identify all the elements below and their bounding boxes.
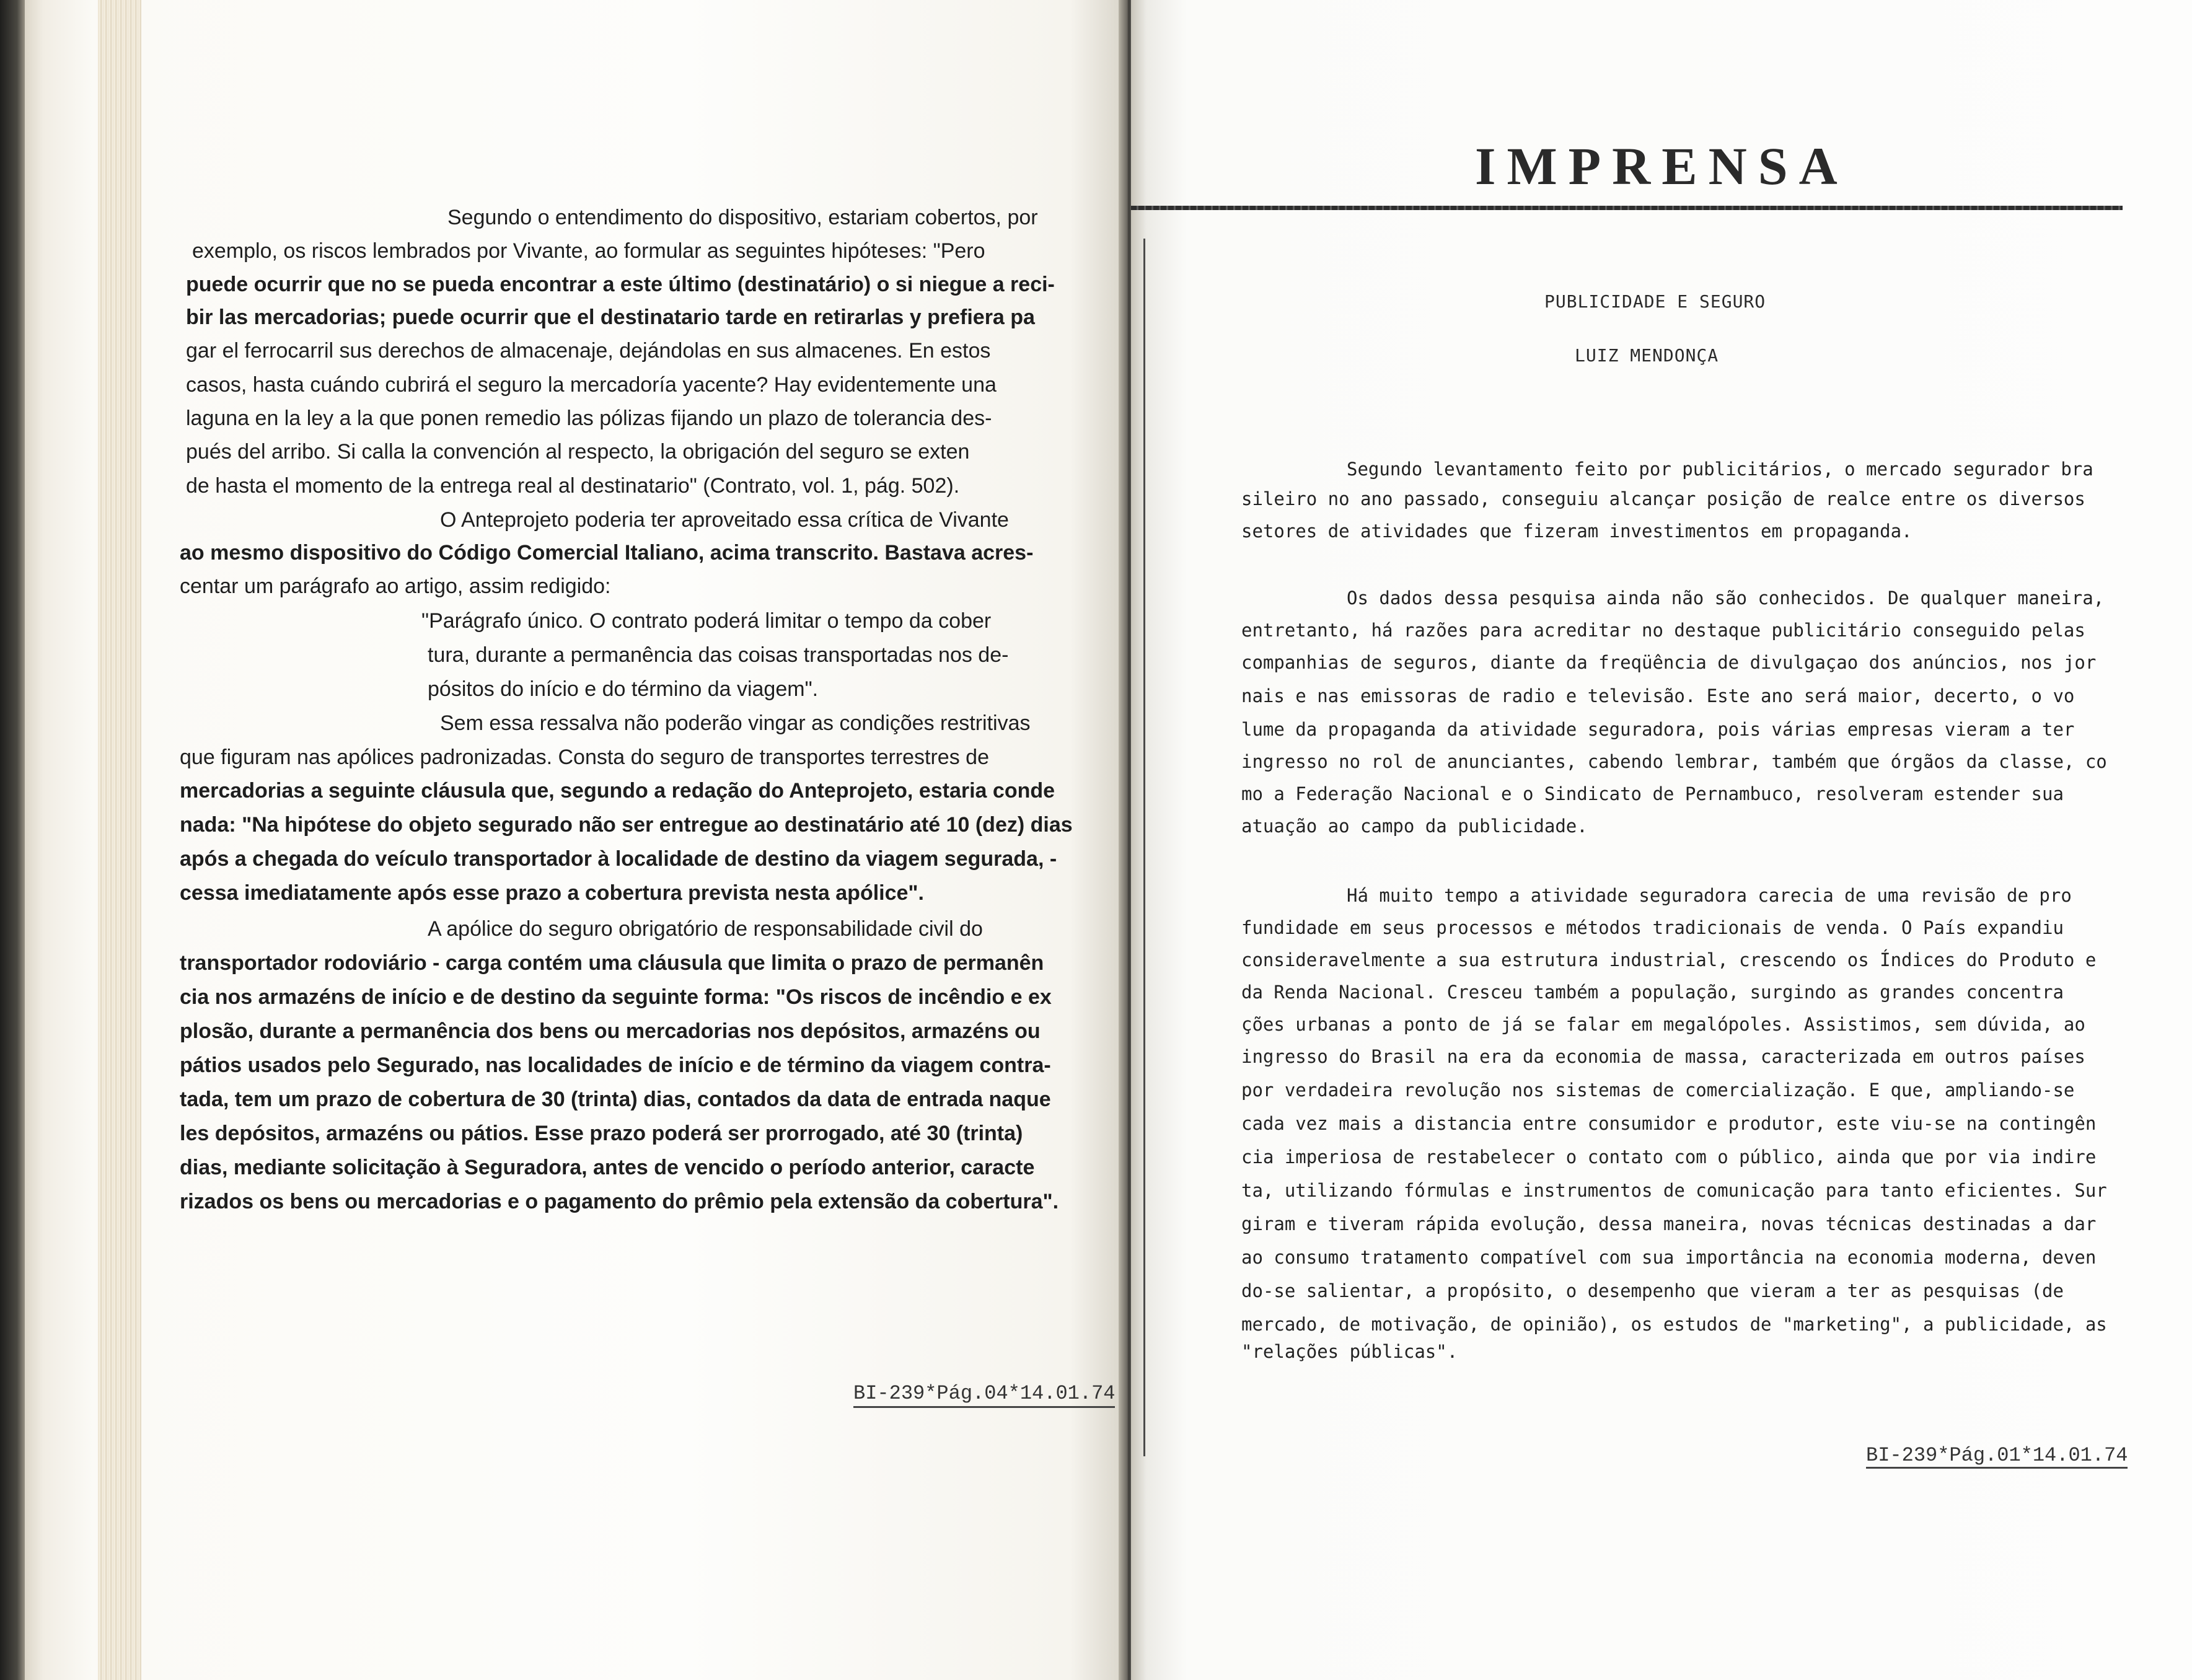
- page-stack-edge: [98, 0, 141, 1680]
- text-line: ções urbanas a ponto de já se falar em megalópoles. Assistimos, sem dúvida, ao: [1241, 1014, 2085, 1035]
- page-footer: BI-239*Pág.01*14.01.74: [1866, 1444, 2128, 1469]
- text-line: mercado, de motivação, de opinião), os estudos de "marketing", a publicidade, as: [1241, 1314, 2107, 1335]
- text-line: ao consumo tratamento compatível com sua importância na economia moderna, deven: [1241, 1247, 2097, 1268]
- text-line: do-se salientar, a propósito, o desempenho que vieram a ter as pesquisas (de: [1241, 1280, 2064, 1301]
- text-line: atuação ao campo da publicidade.: [1241, 816, 1588, 837]
- text-line: ao mesmo dispositivo do Código Comercial Italiano, acima transcrito. Bastava acres-: [180, 541, 1034, 565]
- text-line: pósitos do início e do término da viagem".: [428, 677, 819, 701]
- text-line: fundidade em seus processos e métodos tradicionais de venda. O País expandiu: [1241, 917, 2064, 938]
- text-line: ingresso do Brasil na era da economia de massa, caracterizada em outros países: [1241, 1046, 2085, 1067]
- text-line: plosão, durante a permanência dos bens ou mercadorias nos depósitos, armazéns ou: [180, 1019, 1041, 1043]
- text-line: tada, tem um prazo de cobertura de 30 (trinta) dias, contados da data de entrada naque: [180, 1088, 1051, 1111]
- text-line: de hasta el momento de la entrega real al destinatario" (Contrato, vol. 1, pág. 502).: [186, 474, 960, 498]
- right-page: [1131, 0, 2192, 1680]
- text-line: entretanto, há razões para acreditar no destaque publicitário conseguido pelas: [1241, 620, 2085, 641]
- text-line: ingresso no rol de anunciantes, cabendo lembrar, também que órgãos da classe, co: [1241, 751, 2107, 772]
- section-title: IMPRENSA: [1475, 136, 1849, 196]
- text-line: tura, durante a permanência das coisas transportadas nos de-: [428, 643, 1009, 667]
- text-line: ta, utilizando fórmulas e instrumentos de comunicação para tanto eficientes. Sur: [1241, 1180, 2107, 1201]
- article-author: LUIZ MENDONÇA: [1575, 345, 1719, 366]
- article-title: PUBLICIDADE E SEGURO: [1544, 291, 1766, 312]
- text-line: pués del arribo. Si calla la convención al respecto, la obrigación del seguro se exten: [186, 440, 970, 464]
- text-line: Sem essa ressalva não poderão vingar as condições restritivas: [440, 711, 1031, 735]
- text-line: nais e nas emissoras de radio e televisão. Este ano será maior, decerto, o vo: [1241, 685, 2075, 706]
- text-line: cessa imediatamente após esse prazo a cobertura prevista nesta apólice".: [180, 881, 924, 905]
- text-line: da Renda Nacional. Cresceu também a população, surgindo as grandes concentra: [1241, 982, 2064, 1003]
- text-line: "relações públicas".: [1241, 1341, 1458, 1362]
- text-line: cia imperiosa de restabelecer o contato com o público, ainda que por via indire: [1241, 1146, 2097, 1168]
- text-line: mercadorias a seguinte cláusula que, segundo a redação do Anteprojeto, estaria conde: [180, 779, 1055, 803]
- text-line: mo a Federação Nacional e o Sindicato de Pernambuco, resolveram estender sua: [1241, 783, 2064, 804]
- text-line: lume da propaganda da atividade seguradora, pois várias empresas vieram a ter: [1241, 719, 2075, 740]
- text-line: A apólice do seguro obrigatório de responsabilidade civil do: [428, 917, 983, 941]
- text-line: les depósitos, armazéns ou pátios. Esse prazo poderá ser prorrogado, até 30 (trinta): [180, 1122, 1023, 1145]
- text-line: "Parágrafo único. O contrato poderá limitar o tempo da cober: [421, 609, 992, 633]
- title-rule: [1131, 206, 2123, 210]
- text-line: bir las mercadorias; puede ocurrir que el destinatario tarde en retirarlas y prefiera pa: [186, 306, 1035, 329]
- text-line: companhias de seguros, diante da freqüência de divulgaçao dos anúncios, nos jor: [1241, 652, 2097, 673]
- text-line: após a chegada do veículo transportador à localidade de destino da viagem segurada, -: [180, 847, 1057, 871]
- text-line: setores de atividades que fizeram investimentos em propaganda.: [1241, 521, 1912, 542]
- text-line: consideravelmente a sua estrutura industrial, crescendo os Índices do Produto e: [1241, 949, 2097, 970]
- text-line: sileiro no ano passado, conseguiu alcançar posição de realce entre os diversos: [1241, 488, 2085, 509]
- left-page: [25, 0, 1125, 1680]
- text-line: pátios usados pelo Segurado, nas localidades de início e de término da viagem contra-: [180, 1053, 1051, 1077]
- text-line: cada vez mais a distancia entre consumidor e produtor, este viu-se na contingên: [1241, 1113, 2097, 1134]
- text-line: que figuram nas apólices padronizadas. Consta do seguro de transportes terrestres de: [180, 745, 989, 769]
- text-line: gar el ferrocarril sus derechos de almacenaje, dejándolas en sus almacenes. En estos: [186, 339, 991, 363]
- text-line: Há muito tempo a atividade seguradora carecia de uma revisão de pro: [1347, 885, 2072, 906]
- text-line: exemplo, os riscos lembrados por Vivante, ao formular as seguintes hipóteses: "Pero: [192, 239, 985, 263]
- text-line: laguna en la ley a la que ponen remedio las pólizas fijando un plazo de tolerancia des-: [186, 407, 992, 430]
- text-line: Segundo levantamento feito por publicitários, o mercado segurador bra: [1347, 459, 2093, 480]
- text-line: nada: "Na hipótese do objeto segurado não ser entregue ao destinatário até 10 (dez) dias: [180, 813, 1073, 837]
- text-line: casos, hasta cuándo cubrirá el seguro la mercadoría yacente? Hay evidentemente una: [186, 373, 997, 397]
- text-line: giram e tiveram rápida evolução, dessa maneira, novas técnicas destinadas a dar: [1241, 1213, 2097, 1234]
- margin-rule: [1143, 239, 1145, 1456]
- text-line: cia nos armazéns de início e de destino da seguinte forma: "Os riscos de incêndio e ex: [180, 985, 1052, 1009]
- text-line: por verdadeira revolução nos sistemas de comercialização. E que, ampliando-se: [1241, 1080, 2075, 1101]
- text-line: Segundo o entendimento do dispositivo, estariam cobertos, por: [447, 206, 1038, 229]
- text-line: centar um parágrafo ao artigo, assim redigido:: [180, 574, 611, 598]
- text-line: Os dados dessa pesquisa ainda não são conhecidos. De qualquer maneira,: [1347, 587, 2105, 609]
- text-line: rizados os bens ou mercadorias e o pagamento do prêmio pela extensão da cobertura".: [180, 1190, 1059, 1213]
- text-line: puede ocurrir que no se pueda encontrar a este último (destinatário) o si niegue a reci-: [186, 273, 1055, 296]
- text-line: transportador rodoviário - carga contém uma cláusula que limita o prazo de permanên: [180, 951, 1044, 975]
- page-footer: BI-239*Pág.04*14.01.74: [853, 1382, 1115, 1408]
- text-line: dias, mediante solicitação à Seguradora, antes de vencido o período anterior, caracte: [180, 1156, 1035, 1179]
- text-line: O Anteprojeto poderia ter aproveitado essa crítica de Vivante: [440, 508, 1009, 532]
